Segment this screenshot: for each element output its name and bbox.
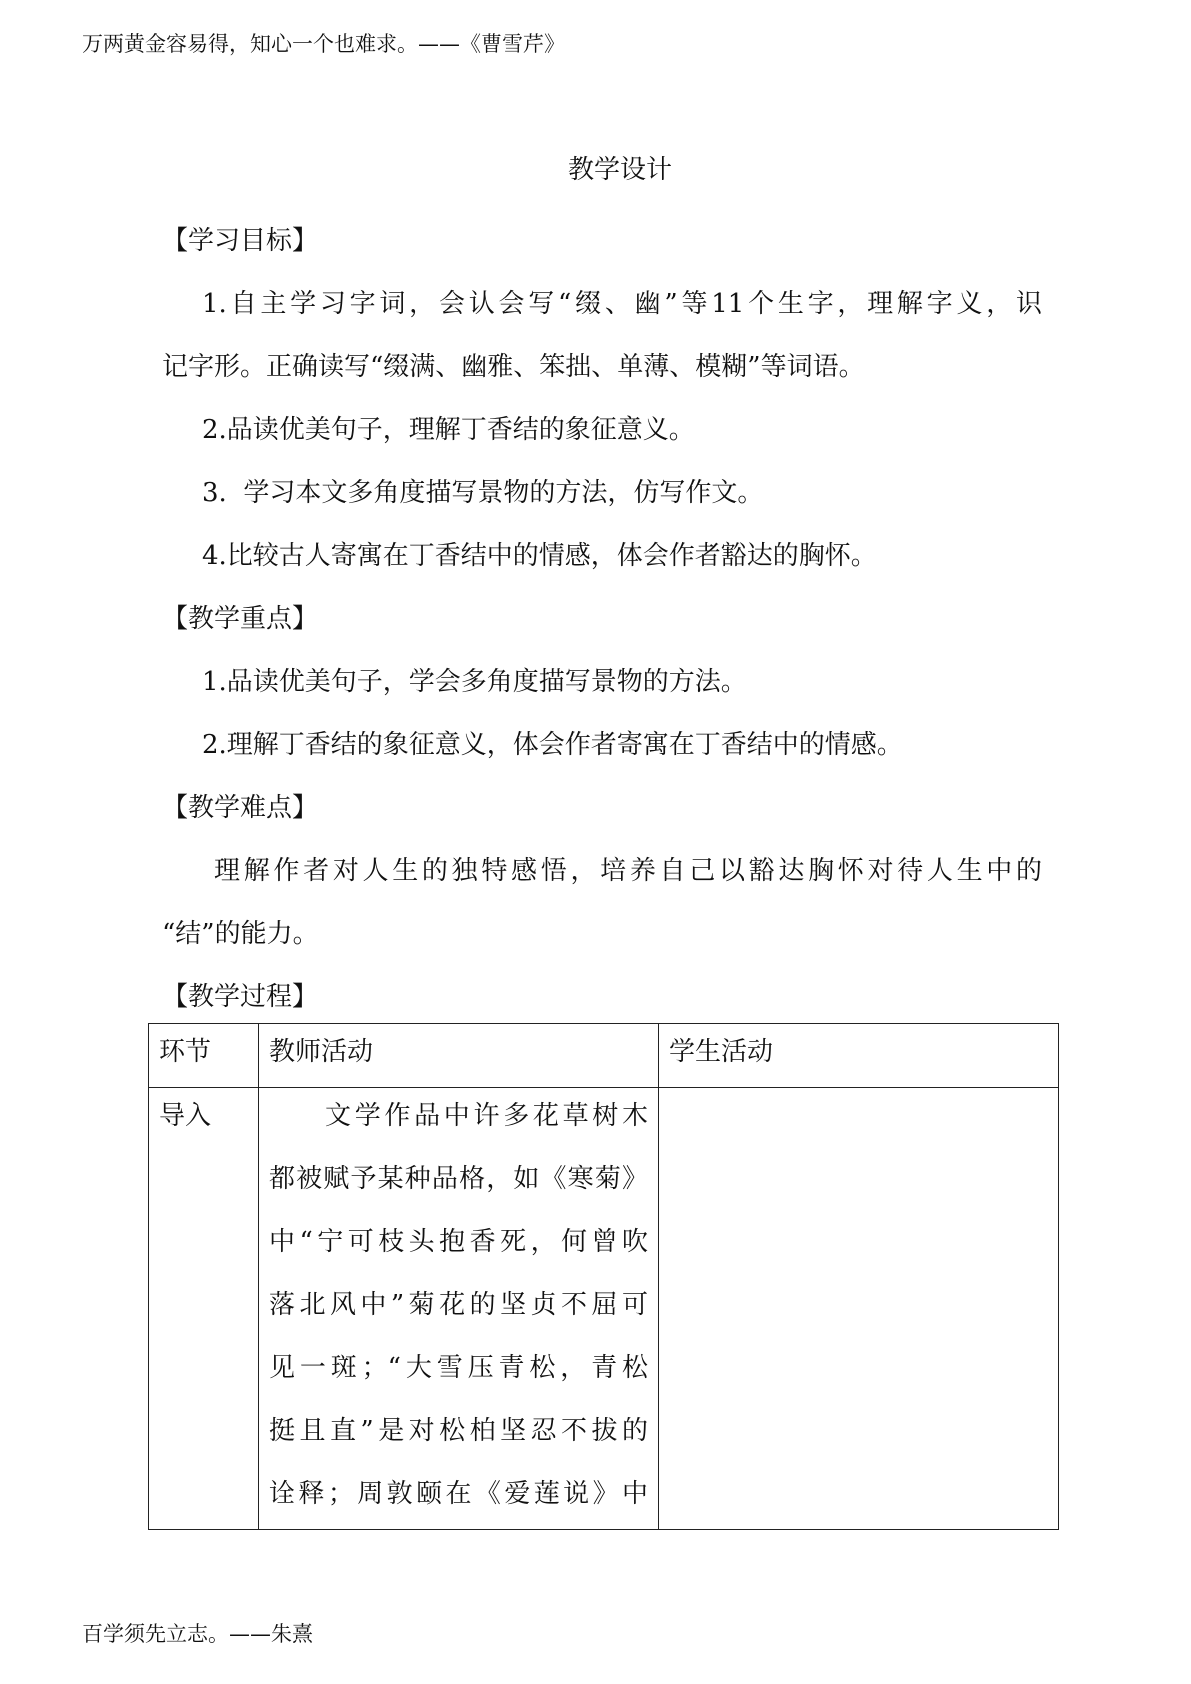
table-header-teacher-activity: 教师活动 <box>259 1024 659 1088</box>
goal-item-2: 2.品读优美句子，理解丁香结的象征意义。 <box>202 415 695 445</box>
document-body <box>162 210 1042 1029</box>
section-heading-goals: 【学习目标】 <box>162 226 319 256</box>
goal-item-3: 3. 学习本文多角度描写景物的方法，仿写作文。 <box>202 478 764 508</box>
table-header-student-activity: 学生活动 <box>659 1024 1059 1088</box>
student-activity-cell <box>659 1088 1059 1530</box>
section-heading-difficulties: 【教学难点】 <box>162 793 319 823</box>
table-row <box>149 1088 1059 1530</box>
teacher-activity-line: 见一斑；“大雪压青松，青松 <box>269 1353 648 1383</box>
teacher-activity-line: 落北风中”菊花的坚贞不屈可 <box>269 1290 648 1320</box>
table-header-stage: 环节 <box>149 1024 259 1088</box>
goal-item-4: 4.比较古人寄寓在丁香结中的情感，体会作者豁达的胸怀。 <box>202 541 877 571</box>
teacher-activity-line: 都被赋予某种品格，如《寒菊》 <box>269 1164 648 1194</box>
page-title: 教学设计 <box>567 155 672 185</box>
teacher-activity-line: 挺且直”是对松柏坚忍不拔的 <box>269 1416 648 1446</box>
teacher-activity-cell <box>259 1088 659 1530</box>
footer-quote: 百学须先立志。——朱熹 <box>82 1622 313 1646</box>
section-heading-key-points: 【教学重点】 <box>162 604 319 634</box>
key-point-item-2: 2.理解丁香结的象征意义，体会作者寄寓在丁香结中的情感。 <box>202 730 903 760</box>
header-quote: 万两黄金容易得，知心一个也难求。——《曹雪芹》 <box>82 32 565 56</box>
section-heading-process: 【教学过程】 <box>162 982 319 1012</box>
stage-cell: 导入 <box>149 1088 259 1530</box>
key-point-item-1: 1.品读优美句子，学会多角度描写景物的方法。 <box>202 667 747 697</box>
teaching-process-table <box>148 1023 1059 1530</box>
difficulty-item-1-cont: “结”的能力。 <box>162 919 319 949</box>
goal-item-1-cont: 记字形。正确读写“缀满、幽雅、笨拙、单薄、模糊”等词语。 <box>162 352 865 382</box>
table-header-row <box>149 1024 1059 1088</box>
goal-item-1: 1.自主学习字词，会认会写“缀、幽”等11个生字，理解字义，识 <box>202 289 1042 319</box>
teacher-activity-line: 诠释；周敦颐在《爱莲说》中 <box>269 1479 648 1509</box>
teacher-activity-line: 文学作品中许多花草树木 <box>325 1101 648 1131</box>
difficulty-item-1: 理解作者对人生的独特感悟，培养自己以豁达胸怀对待人生中的 <box>214 856 1042 886</box>
teacher-activity-line: 中“宁可枝头抱香死，何曾吹 <box>269 1227 648 1257</box>
